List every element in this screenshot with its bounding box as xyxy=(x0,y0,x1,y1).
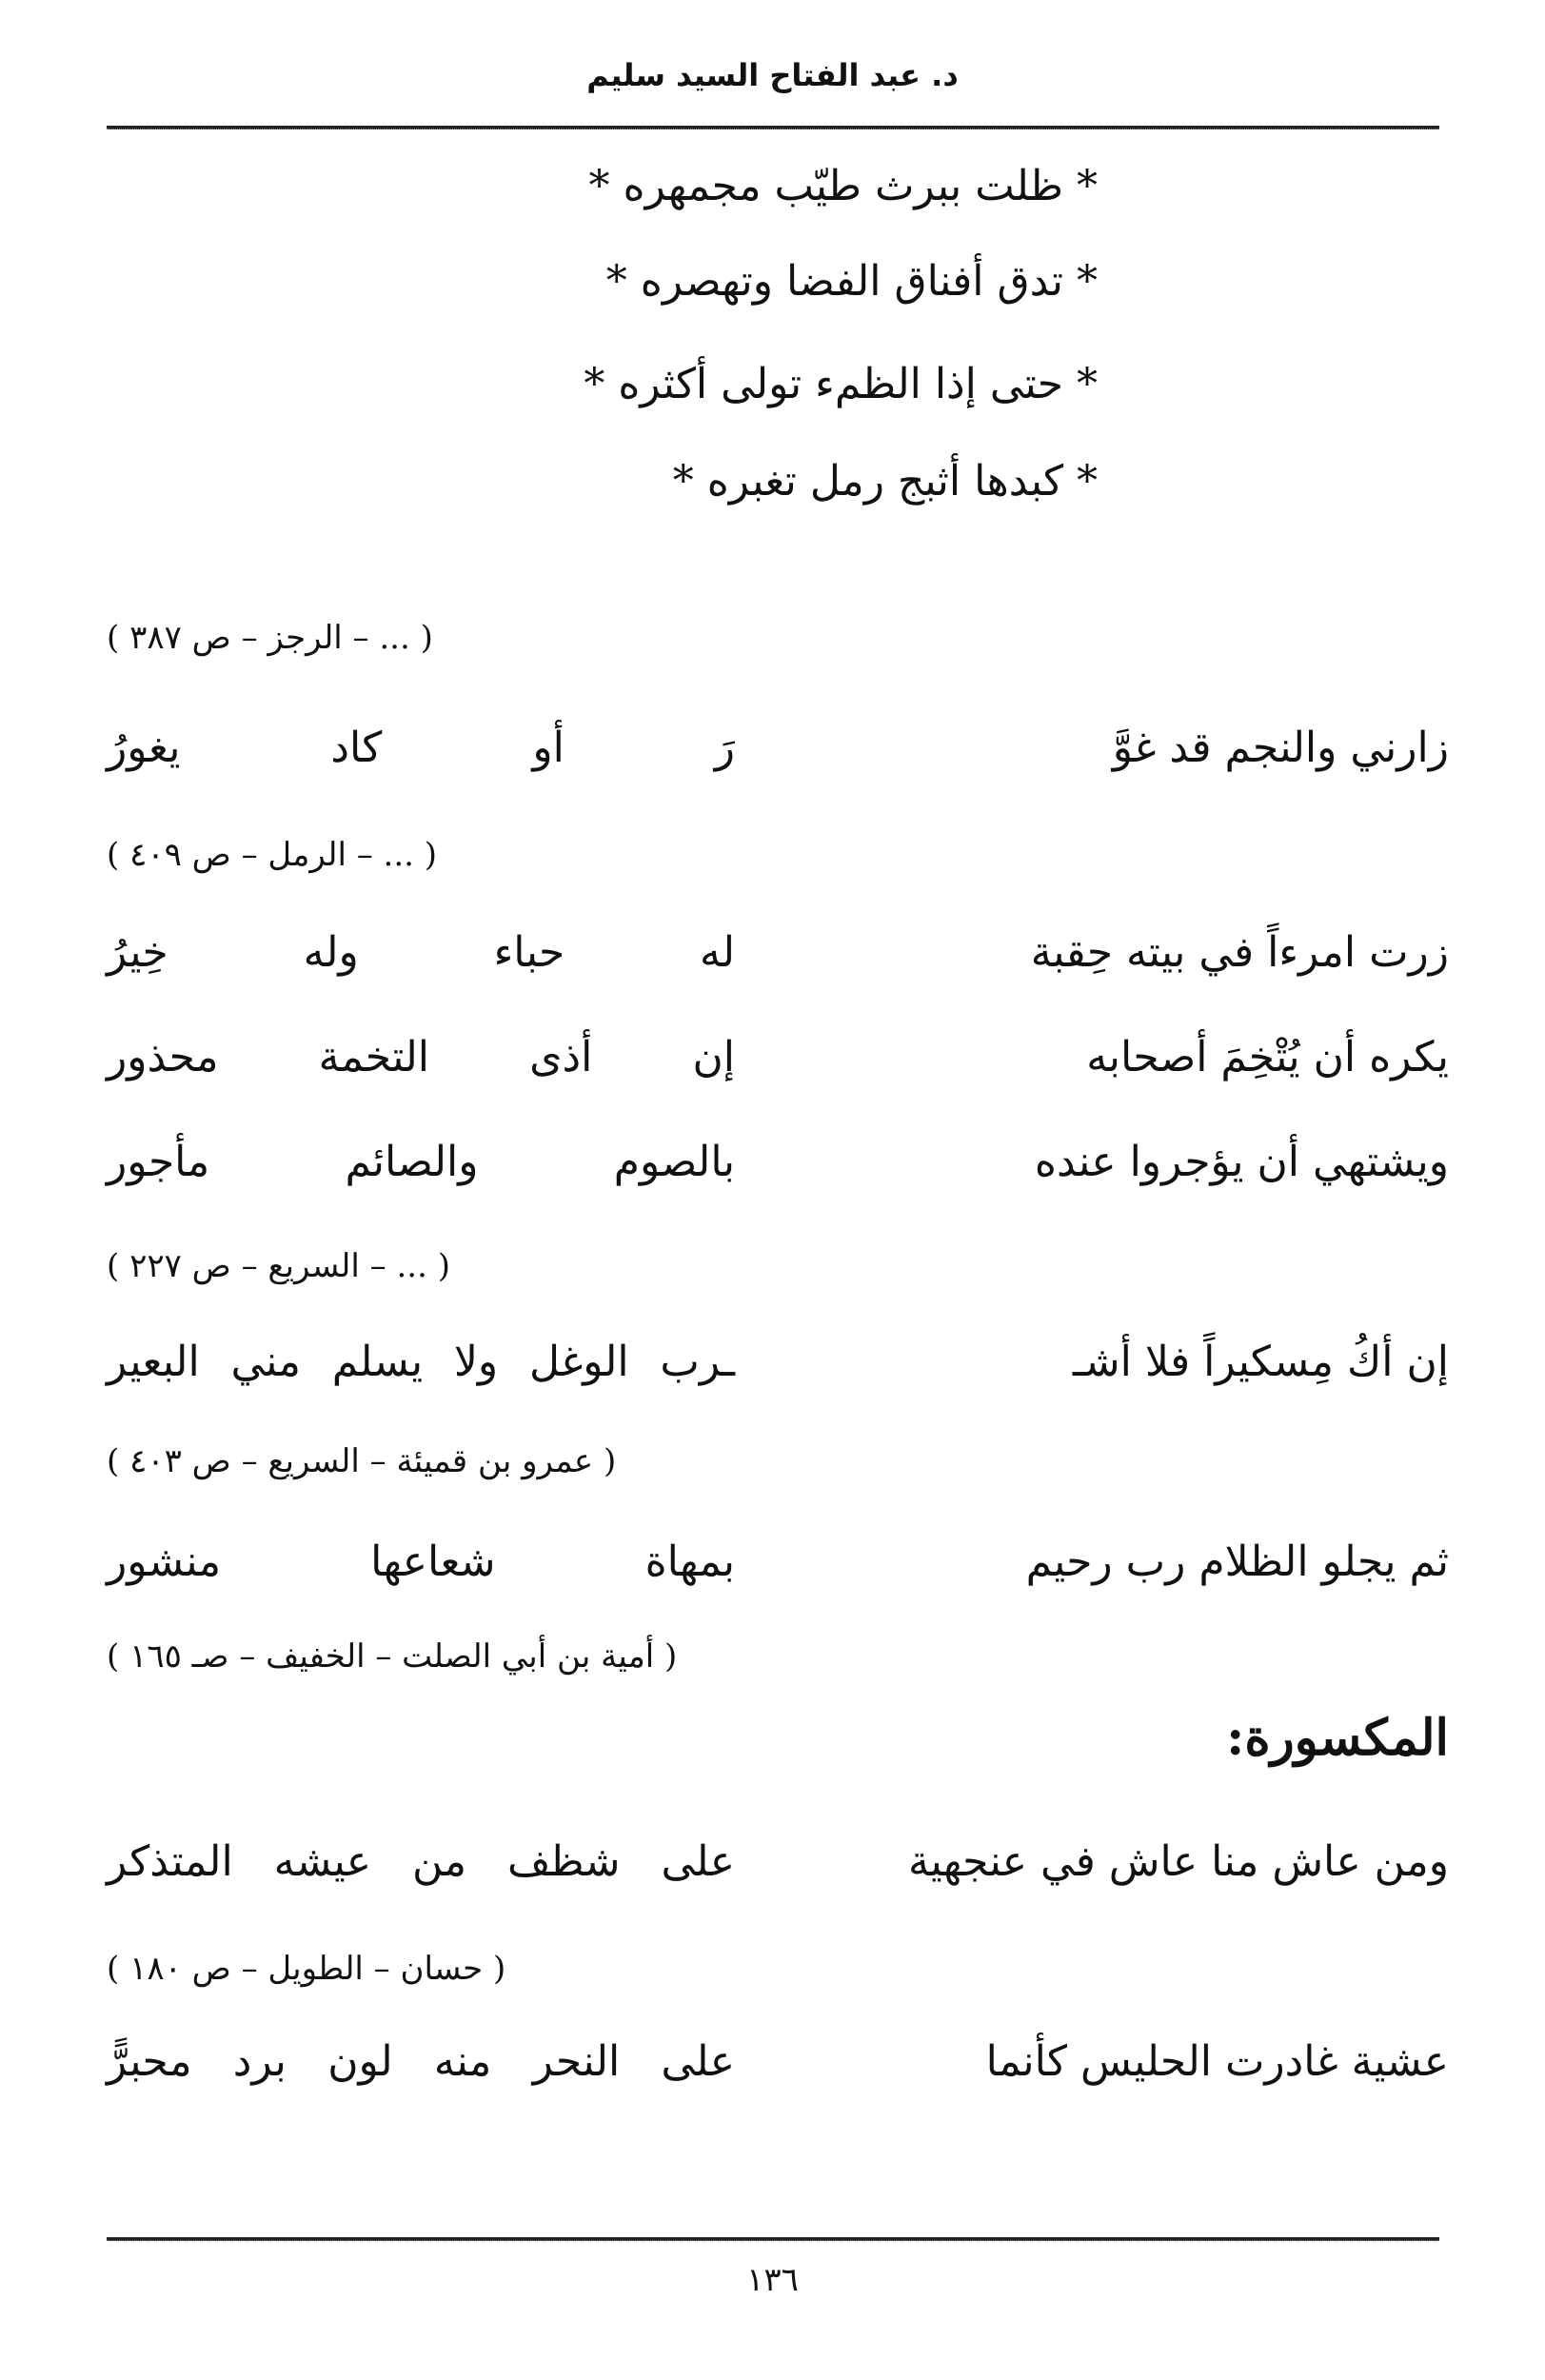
verse-first-hemistich: ثم يجلو الظلام رب رحيم xyxy=(1025,1537,1449,1586)
attribution-text: ( حسان – الطويل – ص ١٨٠ ) xyxy=(107,1950,506,1988)
attribution xyxy=(107,1442,963,1480)
single-hemistich: * حتى إذا الظمء تولى أكثره * xyxy=(584,360,1098,408)
header-rule xyxy=(107,126,1439,129)
running-head-title: د. عبد الفتاح السيد سليم xyxy=(586,57,959,93)
attribution xyxy=(107,619,963,657)
single-hemistich: * تدق أفناق الفضا وتهصره * xyxy=(605,257,1098,306)
verse-first-hemistich: إن أكُ مِسكيراً فلا أشـ xyxy=(1072,1338,1449,1386)
verse-second-hemistich: بمهاة شعاعها منشور xyxy=(107,1537,735,1586)
attribution-text: ( ... – السريع – ص ٢٢٧ ) xyxy=(107,1247,450,1285)
attribution-text: ( عمرو بن قميئة – السريع – ص ٤٠٣ ) xyxy=(107,1442,617,1480)
single-hemistich: * ظلت ببرث طيّب مجمهره * xyxy=(588,162,1098,210)
attribution-text: ( ... – الرمل – ص ٤٠٩ ) xyxy=(107,836,438,874)
verse-first-hemistich: ومن عاش منا عاش في عنجهية xyxy=(907,1837,1449,1886)
attribution xyxy=(107,1950,963,1988)
verse-second-hemistich: على النحر منه لون برد محبرًّ xyxy=(107,2037,735,2086)
verse-second-hemistich: على شظف من عيشه المتذكر xyxy=(107,1837,735,1886)
attribution xyxy=(107,1637,963,1676)
verse-first-hemistich: ويشتهي أن يؤجروا عنده xyxy=(1034,1138,1449,1186)
attribution xyxy=(107,836,963,874)
attribution-text: ( ... – الرجز – ص ٣٨٧ ) xyxy=(107,619,433,657)
verse-first-hemistich: زارني والنجم قد غوَّ xyxy=(1112,724,1449,772)
attribution-text: ( أمية بن أبي الصلت – الخفيف – صـ ١٦٥ ) xyxy=(107,1637,678,1676)
verse-first-hemistich: عشية غادرت الحليس كأنما xyxy=(985,2037,1449,2086)
verse-second-hemistich: رَ أو كاد يغورُ xyxy=(107,724,735,772)
section-heading: المكسورة: xyxy=(1226,1709,1449,1767)
verse-first-hemistich: يكره أن يُتْخِمَ أصحابه xyxy=(1086,1033,1449,1081)
single-hemistich: * كبدها أثبج رمل تغبره * xyxy=(672,457,1098,506)
page-number: ١٣٦ xyxy=(746,2261,799,2299)
attribution xyxy=(107,1247,963,1285)
verse-second-hemistich: إن أذى التخمة محذور xyxy=(107,1033,735,1081)
verse-second-hemistich: له حباء وله خِيرُ xyxy=(107,928,735,977)
verse-first-hemistich: زرت امرءاً في بيته حِقبة xyxy=(1030,928,1449,977)
verse-second-hemistich: بالصوم والصائم مأجور xyxy=(107,1138,735,1186)
verse-second-hemistich: ـرب الوغل ولا يسلم مني البعير xyxy=(107,1338,735,1386)
footer-rule xyxy=(107,2237,1439,2241)
